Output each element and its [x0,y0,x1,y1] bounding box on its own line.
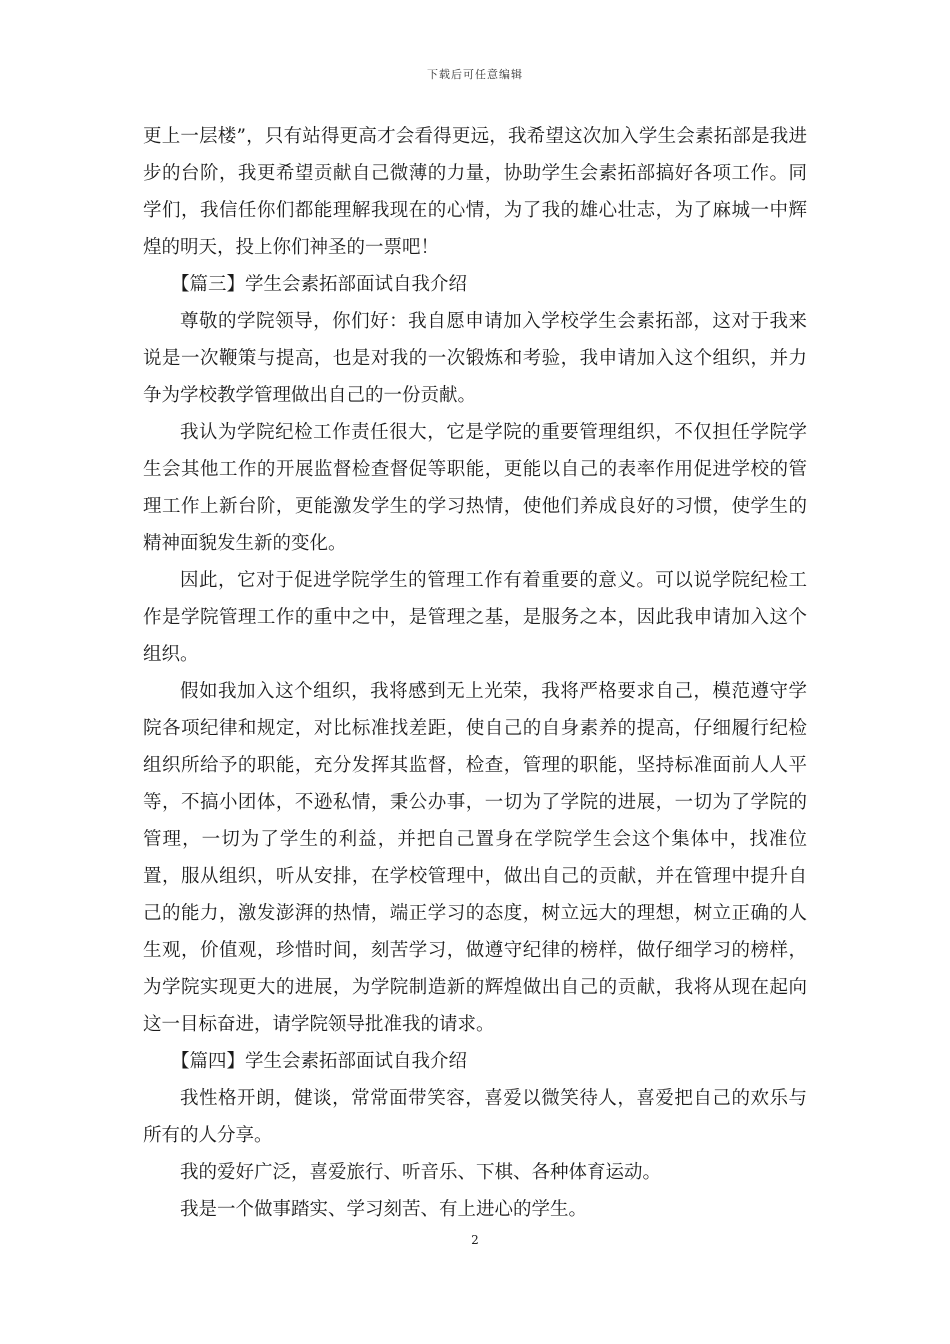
paragraph-greeting: 尊敬的学院领导，你们好：我自愿申请加入学校学生会素拓部，这对于我来说是一次鞭策与提高，也是对我的一次锻炼和考验，我申请加入这个组织，并力争为学校教学管理做出自己的一份贡献。 [143,311,807,406]
paragraph-commitment: 假如我加入这个组织，我将感到无上光荣，我将严格要求自己，模范遵守学院各项纪律和规定，对比标准找差距，使自己的自身素养的提高，仔细履行纪检组织所给予的职能，充分发挥其监督，检查，管理的职能，坚持标准面前人人平等，不搞小团体，不逊私情，秉公办事，一切为了学院的进展，一切为了学院的管理，一切为了学生的利益，并把自己置身在学院学生会这个集体中，找准位置，服从组织，听从安排，在学校管理中，做出自己的贡献，并在管理中提升自己的能力，激发澎湃的热情，端正学习的态度，树立远大的理想，树立正确的人生观，价值观，珍惜时间，刻苦学习，做遵守纪律的榜样，做仔细学习的榜样，为学院实现更大的进展，为学院制造新的辉煌做出自己的贡献，我将从现在起向这一目标奋进，请学院领导批准我的请求。 [143,681,807,1035]
paragraph-attitude: 我是一个做事踏实、学习刻苦、有上进心的学生。 [180,1199,588,1220]
paragraph-role-importance: 我认为学院纪检工作责任很大，它是学院的重要管理组织，不仅担任学院学生会其他工作的开展监督检查督促等职能，更能以自己的表率作用促进学校的管理工作上新台阶，更能激发学生的学习热情，使他们养成良好的习惯，使学生的精神面貌发生新的变化。 [143,422,807,554]
paragraph-continuation: 更上一层楼”，只有站得更高才会看得更远，我希望这次加入学生会素拓部是我进步的台阶，我更希望贡献自己微薄的力量，协助学生会素拓部搞好各项工作。同学们，我信任你们都能理解我现在的心情，为了我的雄心壮志，为了麻城一中辉煌的明天，投上你们神圣的一票吧！ [143,126,807,258]
page-number: 2 [471,1233,479,1247]
page-header: 下载后可任意编辑 [427,68,523,81]
paragraph-personality: 我性格开朗，健谈，常常面带笑容，喜爱以微笑待人，喜爱把自己的欢乐与所有的人分享。 [143,1088,807,1146]
paragraph-hobbies: 我的爱好广泛，喜爱旅行、听音乐、下棋、各种体育运动。 [180,1162,662,1183]
document-body [143,118,807,1228]
paragraph-significance: 因此，它对于促进学院学生的管理工作有着重要的意义。可以说学院纪检工作是学院管理工作的重中之中，是管理之基，是服务之本，因此我申请加入这个组织。 [143,570,807,665]
section-title-part-four: 【篇四】学生会素拓部面试自我介绍 [171,1051,468,1072]
section-title-part-three: 【篇三】学生会素拓部面试自我介绍 [171,274,468,295]
